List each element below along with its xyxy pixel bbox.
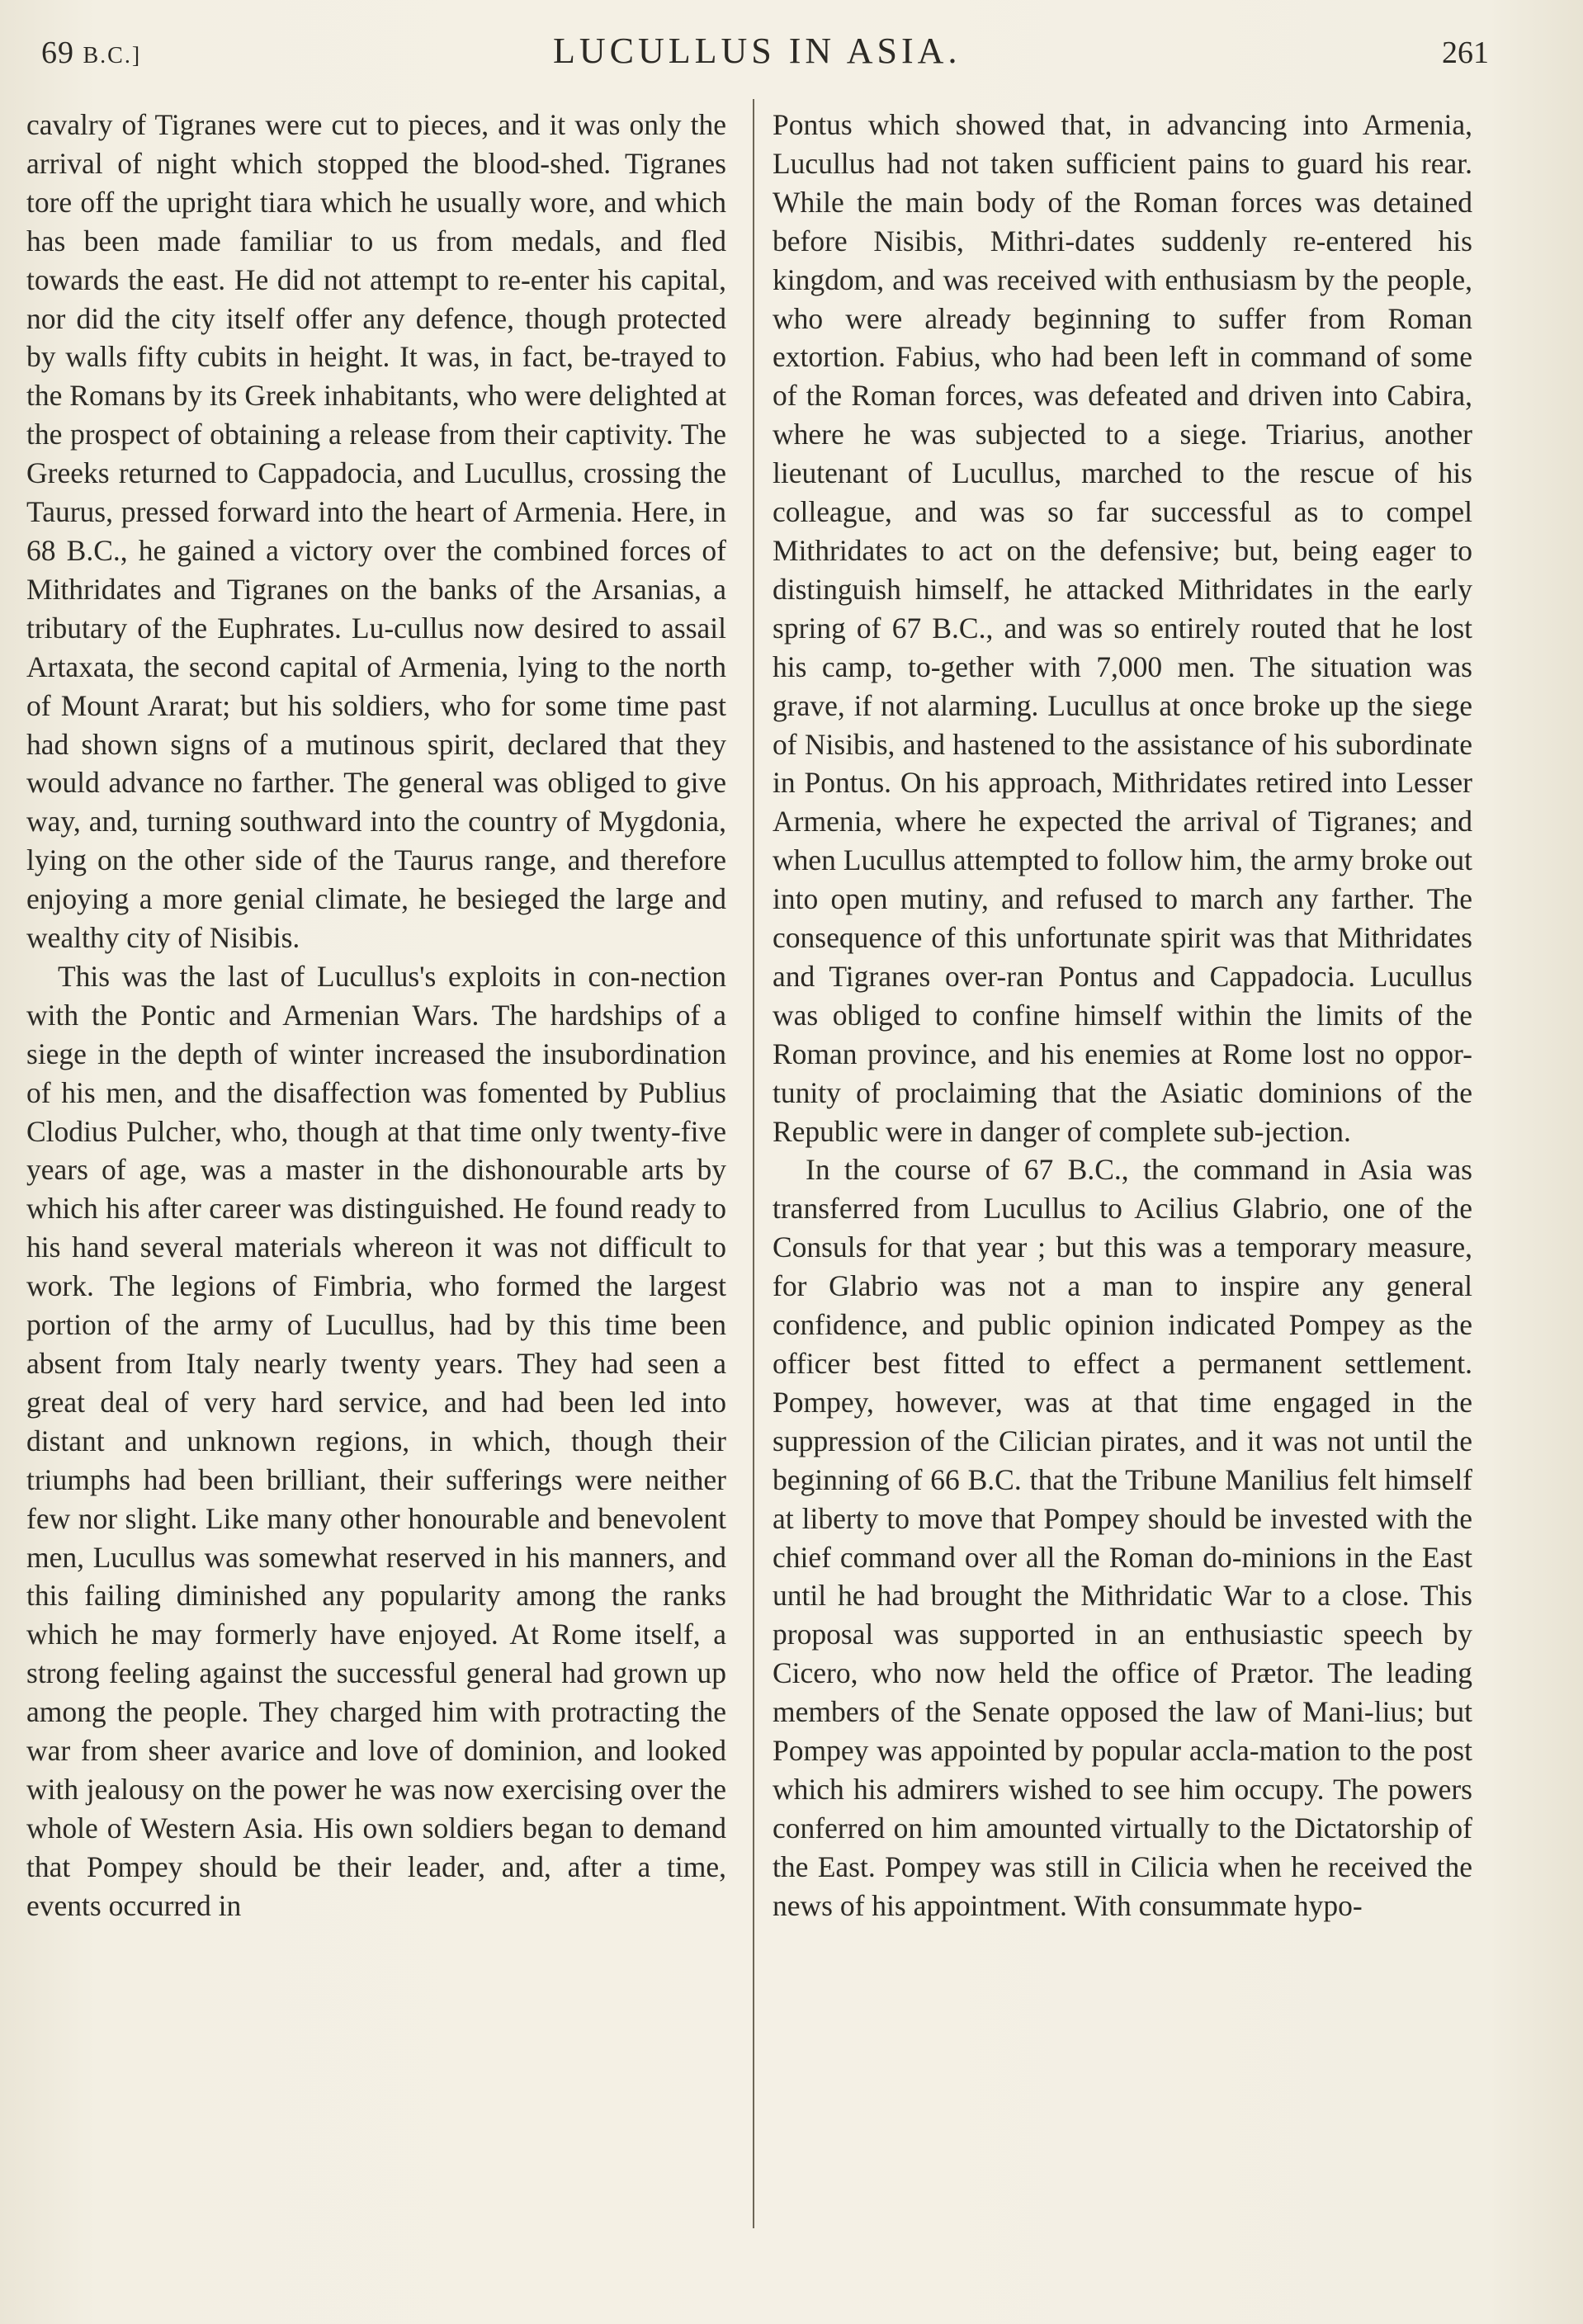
right-column [773, 106, 1472, 1925]
running-header [25, 30, 1489, 79]
page-number: 261 [1442, 35, 1489, 70]
paragraph: This was the last of Lucullus's exploits in con-nection with the Pontic and Armenian Wars. The hardships of a siege in the depth of winter increased the insubordination of his men, and the disaffection was fomented by Publius Clodius Pulcher, who, though at that time only twenty-five years of age, was a master in the dishonourable arts by which his after career was distinguished. He found ready to his hand several materials whereon it was not difficult to work. The legions of Fimbria, who formed the largest portion of the army of Lucullus, had by this time been absent from Italy nearly twenty years. They had seen a great deal of very hard service, and had been led into distant and unknown regions, in which, though their triumphs had been brilliant, their sufferings were neither few nor slight. Like many other honourable and benevolent men, Lucullus was somewhat reserved in his manners, and this failing diminished any popularity among the ranks which he may formerly have enjoyed. At Rome itself, a strong feeling against the successful general had grown up among the people. They charged him with protracting the war from sheer avarice and love of dominion, and looked with jealousy on the power he was now exercising over the whole of Western Asia. His own soldiers began to demand that Pompey should be their leader, and, after a time, events occurred in [26, 959, 726, 1922]
header-title: LUCULLUS IN ASIA. [553, 31, 962, 71]
header-year: 69 B.C.] [41, 35, 142, 70]
column-divider [753, 99, 754, 2228]
paragraph: cavalry of Tigranes were cut to pieces, and it was only the arrival of night which stopped the blood-shed. Tigranes tore off the upright tiara which he usually wore, and which has been made familiar to us from medals, and fled towards the east. He did not attempt to re-enter his capital, nor did the city itself offer any defence, though protected by walls fifty cubits in height. It was, in fact, be-trayed to the Romans by its Greek inhabitants, who were delighted at the prospect of obtaining a release from their captivity. The Greeks returned to Cappadocia, and Lucullus, crossing the Taurus, pressed forward into the heart of Armenia. Here, in 68 B.C., he gained a victory over the combined forces of Mithridates and Tigranes on the banks of the Arsanias, a tributary of the Euphrates. Lu-cullus now desired to assail Artaxata, the second capital of Armenia, lying to the north of Mount Ararat; but his soldiers, who for some time past had shown signs of a mutinous spirit, declared that they would advance no farther. The general was obliged to give way, and, turning southward into the country of Mygdonia, lying on the other side of the Taurus range, and therefore enjoying a more genial climate, he besieged the large and wealthy city of Nisibis. [26, 108, 726, 955]
paragraph: Pontus which showed that, in advancing into Armenia, Lucullus had not taken sufficient pains to guard his rear. While the main body of the Roman forces was detained before Nisibis, Mithri-dates suddenly re-entered his kingdom, and was received with enthusiasm by the people, who were already beginning to suffer from Roman extortion. Fabius, who had been left in command of some of the Roman forces, was defeated and driven into Cabira, where he was subjected to a siege. Triarius, another lieutenant of Lucullus, marched to the rescue of his colleague, and was so far successful as to compel Mithridates to act on the defensive; but, being eager to distinguish himself, he attacked Mithridates in the early spring of 67 B.C., and was so entirely routed that he lost his camp, to-gether with 7,000 men. The situation was grave, if not alarming. Lucullus at once broke up the siege of Nisibis, and hastened to the assistance of his subordinate in Pontus. On his approach, Mithridates retired into Lesser Armenia, where he expected the arrival of Tigranes; and when Lucullus attempted to follow him, the army broke out into open mutiny, and refused to march any farther. The consequence of this unfortunate spirit was that Mithridates and Tigranes over-ran Pontus and Cappadocia. Lucullus was obliged to confine himself within the limits of the Roman province, and his enemies at Rome lost no oppor-tunity of proclaiming that the Asiatic dominions of the Republic were in danger of complete sub-jection. [773, 108, 1472, 1148]
paragraph: In the course of 67 B.C., the command in Asia was transferred from Lucullus to Acilius Glabrio, one of the Consuls for that year ; but this was a temporary measure, for Glabrio was not a man to inspire any general confidence, and public opinion indicated Pompey as the officer best fitted to effect a permanent settlement. Pompey, however, was at that time engaged in the suppression of the Cilician pirates, and it was not until the beginning of 66 B.C. that the Tribune Manilius felt himself at liberty to move that Pompey should be invested with the chief command over all the Roman do-minions in the East until he had brought the Mithridatic War to a close. This proposal was supported in an enthusiastic speech by Cicero, who now held the office of Prætor. The leading members of the Senate opposed the law of Mani-lius; but Pompey was appointed by popular accla-mation to the post which his admirers wished to see him occupy. The powers conferred on him amounted virtually to the Dictatorship of the East. Pompey was still in Cilicia when he received the news of his appointment. With consummate hypo- [773, 1153, 1472, 1922]
left-column [26, 106, 726, 1925]
